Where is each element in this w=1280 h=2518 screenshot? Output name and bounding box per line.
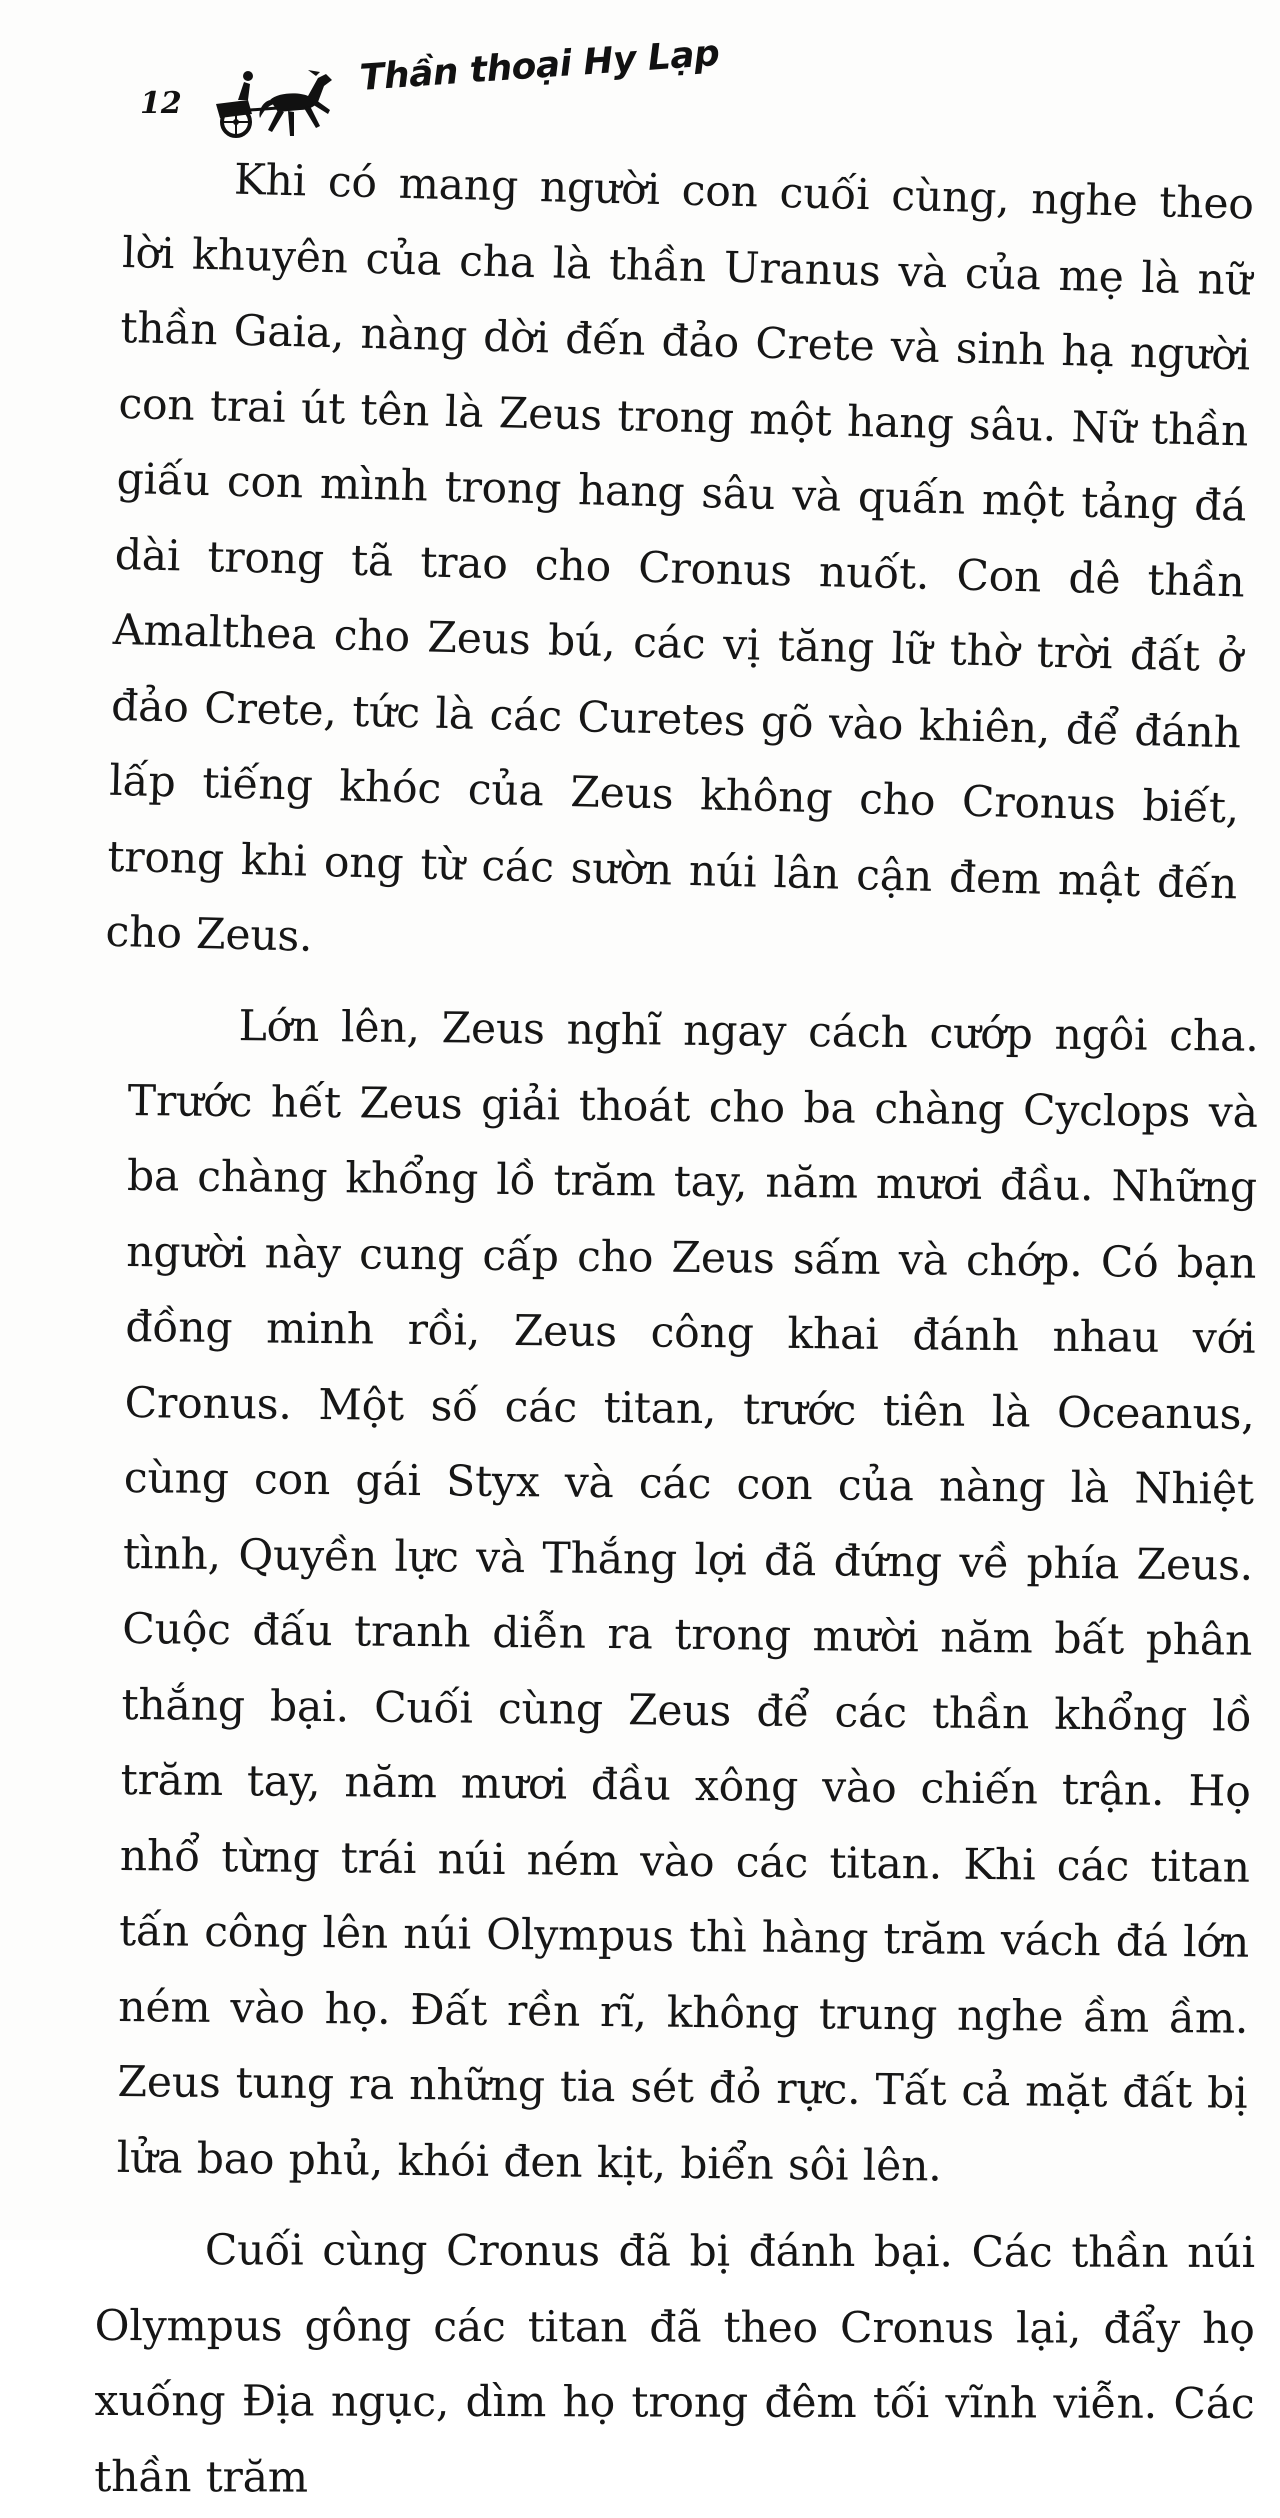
body-text (94, 140, 1259, 2515)
horse-chariot-icon (208, 56, 338, 146)
paragraph-defeat-of-cronus: Cuối cùng Cronus đã bị đánh bại. Các thần núi Olympus gông các titan đã theo Cronus lại, đẩy họ xuống Địa ngục, dìm họ trong đêm tối vĩnh viễn. Các thần trăm (94, 2225, 1255, 2502)
paragraph-war-with-cronus: Lớn lên, Zeus nghĩ ngay cách cướp ngôi cha. Trước hết Zeus giải thoát cho ba chàng Cyclops và ba chàng khổng lồ trăm tay, năm mươi đầu. Những người này cung cấp cho Zeus sấm và chớp. Có bạn đồng minh rồi, Zeus công khai đánh nhau với Cronus. Một số các titan, trước tiên là Oceanus, cùng con gái Styx và các con của nàng là Nhiệt tình, Quyền lực và Thắng lợi đã đứng về phía Zeus. Cuộc đấu tranh diễn ra trong mười năm bất phân thắng bại. Cuối cùng Zeus để các thần khổng lồ trăm tay, năm mươi đầu xông vào chiến trận. Họ nhổ từng trái núi ném vào các titan. Khi các titan tấn công lên núi Olympus thì hàng trăm vách đá lớn ném vào họ. Đất rền rĩ, không trung nghe ầm ầm. Zeus tung ra những tia sét đỏ rực. Tất cả mặt đất bị lửa bao phủ, khói đen kịt, biển sôi lên. (116, 1001, 1259, 2191)
running-title: Thần thoại Hy Lạp (358, 32, 721, 99)
paragraph-birth-of-zeus: Khi có mang người con cuối cùng, nghe theo lời khuyên của cha là thần Uranus và của mẹ là nữ thần Gaia, nàng dời đến đảo Crete và sinh hạ người con trai út tên là Zeus trong một hang sâu. Nữ thần giấu con mình trong hang sâu và quấn một tảng đá dài trong tã trao cho Cronus nuốt. Con dê thần Amalthea cho Zeus bú, các vị tăng lữ thờ trời đất ở đảo Crete, tức là các Curetes gõ vào khiên, để đánh lấp tiếng khóc của Zeus không cho Cronus biết, trong khi ong từ các sườn núi lân cận đem mật đến cho Zeus. (105, 155, 1255, 962)
page-number: 12 (140, 86, 182, 121)
page-header (140, 32, 760, 148)
